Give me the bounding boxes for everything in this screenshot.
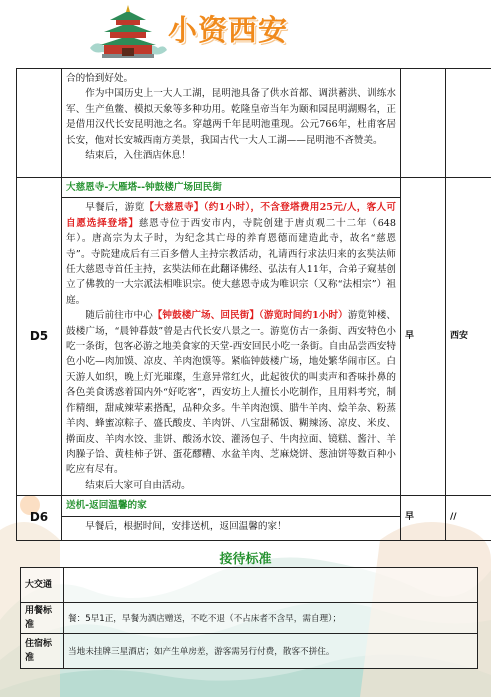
table-row xyxy=(21,603,478,634)
day-label: D5 xyxy=(17,178,62,496)
hotel-cell: // xyxy=(446,496,491,541)
table-row xyxy=(17,178,491,496)
row-label: 大交通 xyxy=(21,568,64,603)
table-row xyxy=(21,568,478,603)
day-title-bar xyxy=(62,178,400,198)
itinerary-table xyxy=(16,68,491,541)
standards-title: 接待标准 xyxy=(219,552,272,567)
highlight-text: 【大慈恩寺】（约1小时），不含登塔费用25元/人，客人可自愿选择登塔】 xyxy=(66,202,396,229)
text-lead: 随后前往市中心 xyxy=(85,310,153,322)
hotel-cell: 西安 xyxy=(446,178,491,496)
paragraph xyxy=(66,200,396,308)
day-body xyxy=(62,517,400,540)
page-header xyxy=(0,0,491,62)
day-content xyxy=(62,69,401,178)
text-lead: 早餐后，游览 xyxy=(85,202,145,214)
paragraph: 作为中国历史上一大人工湖，昆明池具备了供水首都、调洪蓄洪、训练水军、生产鱼鳖、模拟天象等多种功用。乾隆皇帝当年为颐和园昆明湖赐名，正是借用汉代长安昆明池之名。穿越两千年昆明池重现。公元766年，杜甫客居长安，他对长安城西南方美景，我国古代一大人工湖——昆明池不吝赞美。 xyxy=(66,88,396,146)
meal-cell: 早 xyxy=(401,178,446,496)
table-row xyxy=(21,634,478,669)
day-label: D6 xyxy=(17,496,62,541)
table-row xyxy=(17,496,491,541)
paragraph: 结束后，入住酒店休息！ xyxy=(85,150,191,162)
meal-cell: 早 xyxy=(401,496,446,541)
hotel-cell xyxy=(446,69,491,178)
day-title: 大慈恩寺-大雁塔--钟鼓楼广场回民街 xyxy=(66,182,222,193)
table-row xyxy=(17,69,491,178)
day-title-bar xyxy=(62,496,400,516)
text-body: 游览钟楼、鼓楼广场，“晨钟暮鼓”曾是古代长安八景之一。游览仿古一条街、西安特色小吃一条街，包客必游之地美食家的天堂-西安回民小吃一条街。自由品尝西安特色小吃—肉加馍、凉皮、羊肉泡馍等。紧临钟鼓楼广场，地处繁华闹市区。白天游人如织，晚上灯光璀璨，生意异常红火，此起彼伏的叫卖声和香味扑鼻的各色美食诱惑着国内外“好吃客”，西安坊上人擅长小吃制作，且用料考究，制作精细，甜咸辣荤素搭配，品种众多。牛羊肉泡馍、腊牛羊肉、烩羊杂、粉蒸羊肉、蜂蜜凉粽子、盛氏酸皮、羊肉饼、八宝甜稀饭、糊辣汤、凉皮、米皮、擀面皮、羊肉水饺、韭饼、酸汤水饺、灌汤包子、牛肉拉面、镜糕、酱汁、羊肉臊子饸、黄桂柿子饼、蛋花醪糟、水盆羊肉、芝麻烧饼、葱油饼等数百种小吃应有尽有。 xyxy=(66,310,397,476)
row-label: 用餐标准 xyxy=(21,603,64,634)
brand-title: 小资西安 xyxy=(168,13,289,47)
paragraph: 早餐后，根据时间，安排送机，返回温馨的家！ xyxy=(85,520,287,532)
day-body xyxy=(62,198,400,495)
row-value: 当地未挂牌三星酒店；如产生单房差，游客需另行付费，散客不拼住。 xyxy=(64,634,478,669)
day-cell xyxy=(17,69,62,178)
row-label: 住宿标准 xyxy=(21,634,64,669)
bell-tower-icon xyxy=(88,4,168,60)
row-value: 餐：5早1正，早餐为酒店赠送，不吃不退（不占床者不含早，需自理）； xyxy=(64,603,478,634)
paragraph: 结束后大家可自由活动。 xyxy=(85,479,191,491)
meal-cell xyxy=(401,69,446,178)
row-value xyxy=(64,568,478,603)
day-title: 送机-返回温馨的家 xyxy=(66,500,147,512)
day-content xyxy=(62,496,401,541)
highlight-text: 【钟鼓楼广场、回民街】（游览时间约1小时） xyxy=(152,310,348,322)
standards-table xyxy=(20,567,478,669)
paragraph xyxy=(66,308,396,477)
text-body: 慈恩寺位于西安市内，寺院创建于唐贞观二十二年（648年）。唐高宗为太子时，为纪念其亡母的养育恩德而建造此寺，故名“慈恩寺”。寺院建成后有三百多僧人主持宗教活动，礼请西行求法归来的玄奘法师任大慈恩寺首任主持，玄奘法师在此翻译佛经、弘法有人11年，合弟子窥基创立了佛教的一大宗派法相唯识宗。使大慈恩寺成为唯识宗（又称“法相宗”）祖庭。 xyxy=(66,217,397,306)
day-content xyxy=(62,178,401,496)
paragraph: 合的恰到好处。 xyxy=(66,73,134,84)
